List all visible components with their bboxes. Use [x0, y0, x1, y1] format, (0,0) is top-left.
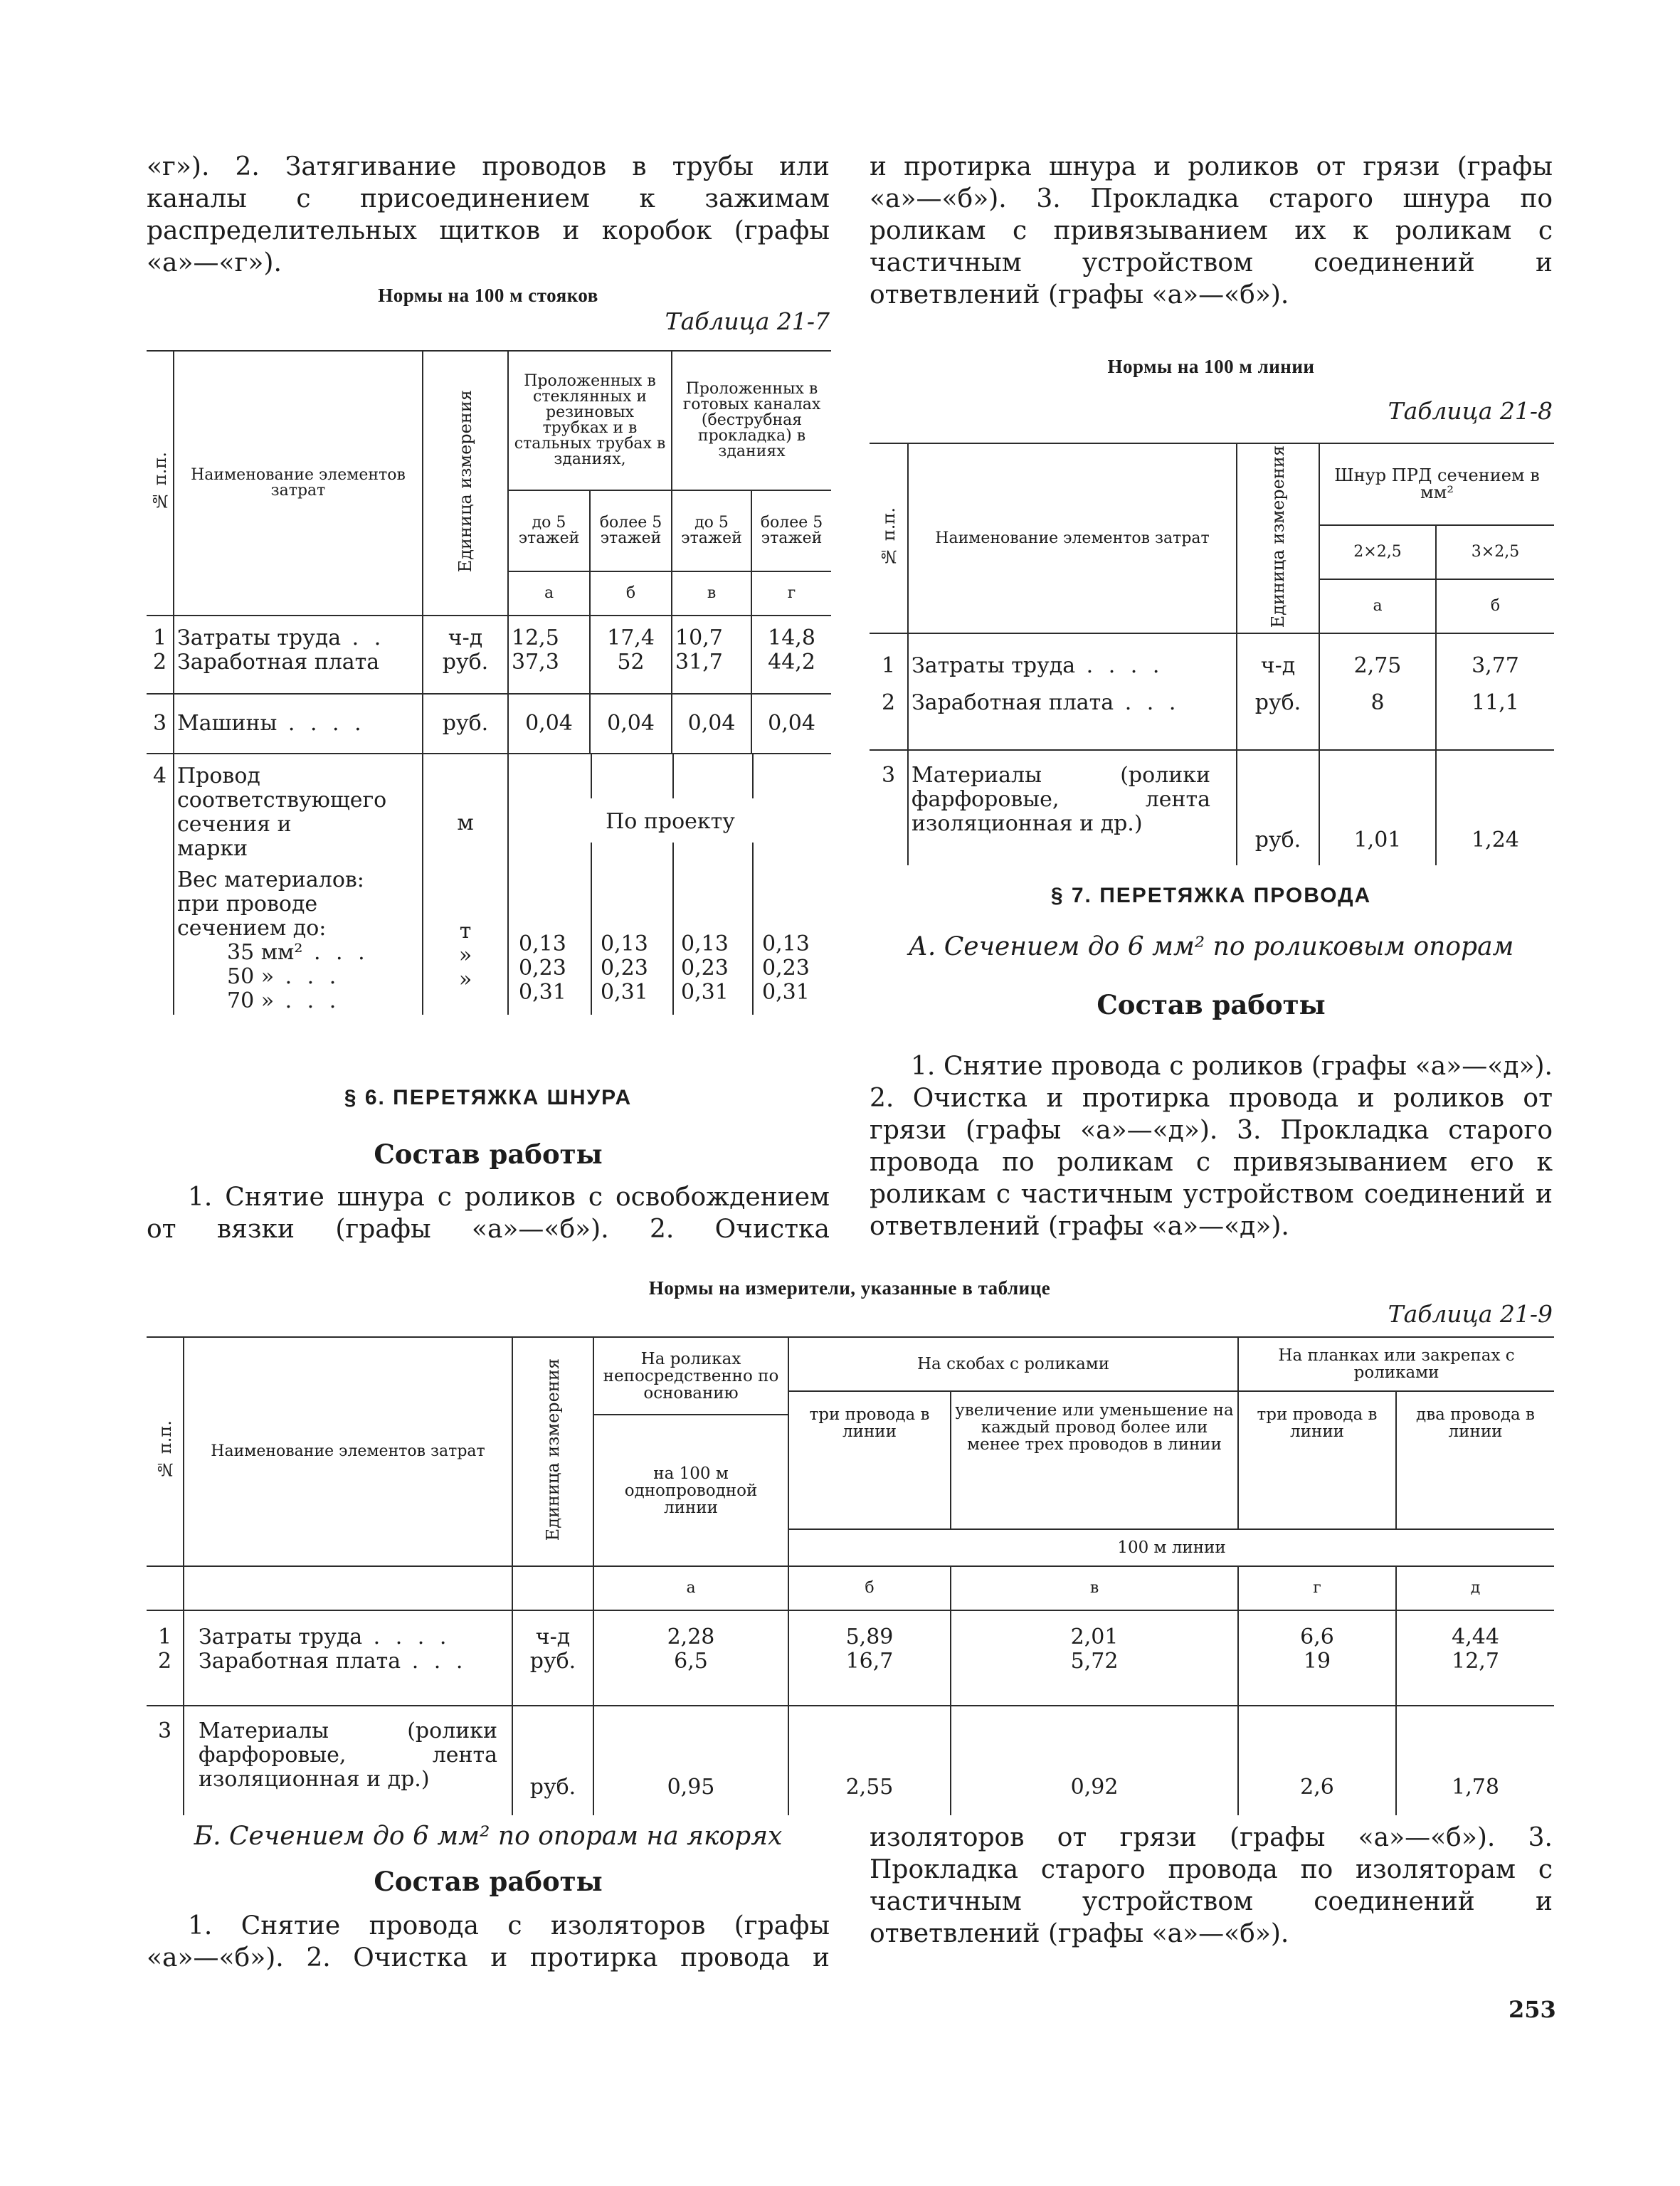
t7-w2-v: 0,23 — [681, 956, 729, 981]
t7-r3-a: 0,04 — [508, 694, 590, 754]
t9-r1-d: 4,44 — [1452, 1625, 1499, 1649]
t7-head-name: Наименование элементов затрат — [174, 351, 423, 616]
t7-w3-a: 0,31 — [519, 980, 566, 1005]
t7-r3-g: 0,04 — [751, 694, 831, 754]
t9-r3-v: 0,92 — [951, 1706, 1238, 1815]
intro-paragraph: «г»). 2. Затягивание проводов в трубы или каналы с присоединением к зажимам распределительных щитков и коробок (графы «а»—«г»). — [147, 152, 830, 278]
section-7-sub-a: А. Сечением до 6 мм² по роликовым опорам — [908, 932, 1514, 961]
t9-r3-g: 2,6 — [1238, 1706, 1396, 1815]
t7-w1-g: 0,13 — [762, 931, 810, 956]
t7-w3-g: 0,31 — [762, 980, 810, 1005]
t9-head-g1-meter: на 100 м однопроводной линии — [593, 1415, 788, 1566]
t7-w-sec1: 35 мм² — [227, 940, 303, 965]
t7-r2-a: 37,3 — [512, 650, 559, 675]
t7-w-unit3: » — [458, 967, 472, 992]
t7-row-4: 4 Провод соответствующего сечения и марки Вес материалов: при проводе сечением до: 35 мм² . . . 50 » . . . 70 » . . . м т » » По проекту 0,13 0,23 0,31 0,13 0,23 0,31 0,13 0,23 0,31 0,13 0,23 0,31 — [147, 754, 831, 1015]
t8-unit3: руб. — [1237, 750, 1319, 865]
t7-name2: Заработная плата — [177, 650, 380, 675]
t7-r2-v: 31,7 — [675, 650, 723, 675]
sub-b-text-left: 1. Снятие провода с изоляторов (графы «а»—«б»). 2. Очистка и протирка провода и — [147, 1911, 830, 1973]
t7-name4: Провод соответствующего сечения и марки — [177, 764, 387, 861]
t7-w-col-b — [601, 932, 672, 1005]
t7-w2-a: 0,23 — [519, 956, 566, 981]
t7-head-num: № п.п. — [149, 452, 170, 511]
t9-name1: Затраты труда — [199, 1625, 363, 1649]
t7-name3: Машины — [177, 711, 278, 736]
t8-rows-1-2: 1 2 Затраты труда . . . . Заработная плата . . . ч-д руб. 2,75 8 3,77 11,1 — [870, 633, 1554, 750]
t9-head-g2-b: увеличение или уменьшение на каждый провод более или менее трех проводов в линии — [951, 1391, 1238, 1529]
t7-r1-b: 17,4 — [607, 625, 655, 650]
t8-n2: 2 — [881, 690, 896, 716]
t7-r1-g: 14,8 — [768, 625, 815, 650]
t9-letter-g: г — [1238, 1566, 1396, 1610]
table-21-7-number: Таблица 21-7 — [665, 307, 830, 335]
t7-w1-a: 0,13 — [519, 931, 566, 956]
t8-r2-b: 11,1 — [1472, 690, 1519, 716]
t9-letter-a: а — [593, 1566, 788, 1610]
t7-n1: 1 — [152, 625, 167, 650]
t8-head-name: Наименование элементов затрат — [908, 443, 1237, 633]
t7-n3: 3 — [147, 694, 174, 754]
t9-head-g2: На скобах с роликами — [788, 1337, 1238, 1391]
t8-n3: 3 — [870, 750, 908, 865]
t9-letter-v: в — [951, 1566, 1238, 1610]
table-21-9 — [147, 1336, 1554, 1815]
section-6-title: § 6. ПЕРЕТЯЖКА ШНУРА — [344, 1086, 633, 1109]
t9-head-num: № п.п. — [154, 1420, 175, 1479]
t7-w-col-v — [681, 932, 752, 1005]
t8-name3: Материалы (ролики фарфоровые, лента изоляционная и др.) — [912, 763, 1210, 837]
t9-name3: Материалы (ролики фарфоровые, лента изоляционная и др.) — [199, 1718, 497, 1792]
t8-head-group: Шнур ПРД сечением в мм² — [1319, 443, 1554, 525]
t9-r2-g: 19 — [1303, 1649, 1331, 1674]
t7-head-do-a: до 5 этажей — [508, 490, 590, 571]
table-21-8 — [870, 443, 1554, 865]
section-6-sostav: Состав работы — [374, 1139, 603, 1170]
t9-unit1: ч-д — [535, 1625, 571, 1649]
table-21-8-number: Таблица 21-8 — [1388, 397, 1553, 425]
section-7-title: § 7. ПЕРЕТЯЖКА ПРОВОДА — [1050, 884, 1372, 907]
section-6-text: 1. Снятие шнура с роликов с освобождением от вязки (графы «а»—«б»). 2. Очистка — [147, 1183, 830, 1244]
t9-letter-b: б — [788, 1566, 951, 1610]
t7-w2-b: 0,23 — [601, 956, 648, 981]
t9-name2: Заработная плата — [199, 1649, 401, 1674]
t9-head-meter: 100 м линии — [788, 1529, 1554, 1566]
t8-r1-a: 2,75 — [1353, 653, 1402, 679]
t7-head-bolee-g: более 5 этажей — [751, 490, 831, 571]
t7-letter-g: г — [751, 571, 831, 616]
t7-n2: 2 — [152, 650, 167, 675]
t8-row-3 — [870, 750, 1554, 865]
sub-b-text-right: изоляторов от грязи (графы «а»—«б»). 3. Прокладка старого провода по изоляторам с частичным устройством соединений и ответвлений (графы «а»—«б»). — [870, 1823, 1553, 1948]
t7-unit1: ч-д — [448, 625, 483, 650]
sub-b-sostav: Состав работы — [374, 1866, 603, 1897]
t9-head-g2-a: три провода в линии — [788, 1391, 951, 1529]
table-21-9-caption: Нормы на измерители, указанные в таблице — [648, 1277, 1051, 1299]
t8-name1: Затраты труда — [912, 653, 1076, 679]
page-number: 253 — [1509, 1996, 1556, 2023]
table-21-8-caption: Нормы на 100 м линии — [1107, 356, 1315, 377]
t7-w-sec2: 50 » — [227, 964, 275, 989]
t7-w2-g: 0,23 — [762, 956, 810, 981]
t8-letter-b: б — [1436, 579, 1554, 633]
t9-r3-a: 0,95 — [593, 1706, 788, 1815]
t9-head-unit: Единица измерения — [543, 1358, 563, 1541]
t7-w3-v: 0,31 — [681, 980, 729, 1005]
t8-head-sub-a: 2×2,5 — [1319, 525, 1436, 579]
t7-head-unit: Единица измерения — [455, 390, 475, 573]
t9-unit2: руб. — [529, 1649, 576, 1674]
t9-head-g1: На роликах непосредственно по основанию — [593, 1337, 788, 1415]
sub-b-title: Б. Сечением до 6 мм² по опорам на якорях — [194, 1822, 783, 1851]
t7-r3-b: 0,04 — [590, 694, 672, 754]
t7-rows-1-2: 1 2 Затраты труда . . Заработная плата ч-д руб. 12,5 37,3 17,4 52 10,7 31,7 14,8 44,2 — [147, 616, 831, 694]
t7-w-col-a — [519, 932, 590, 1005]
t9-r2-d: 12,7 — [1452, 1649, 1499, 1674]
t9-row-3 — [147, 1706, 1554, 1815]
t7-letter-b: б — [590, 571, 672, 616]
t7-head-group1: Проложенных в стеклянных и резиновых трубках и в стальных трубах в зданиях, — [508, 351, 672, 490]
t9-r1-a: 2,28 — [667, 1625, 715, 1649]
t9-r1-b: 5,89 — [845, 1625, 894, 1649]
t7-w1-v: 0,13 — [681, 931, 729, 956]
t8-head-unit: Единица измерения — [1268, 445, 1288, 628]
t7-name1: Затраты труда — [177, 625, 342, 650]
t9-head-g3-b: два провода в линии — [1396, 1391, 1554, 1529]
t7-w-unit2: » — [458, 943, 472, 968]
t9-n3: 3 — [147, 1706, 184, 1815]
t9-r1-g: 6,6 — [1300, 1625, 1334, 1649]
t9-r2-a: 6,5 — [674, 1649, 708, 1674]
table-21-9-number: Таблица 21-9 — [1388, 1300, 1553, 1328]
t7-row-3: 3 Машины . . . . руб. 0,04 0,04 0,04 0,04 — [147, 694, 831, 754]
t9-head-g3: На планках или закрепах с роликами — [1238, 1337, 1554, 1391]
t9-letter-d: д — [1396, 1566, 1554, 1610]
t7-letter-v: в — [672, 571, 751, 616]
t7-w3-b: 0,31 — [601, 980, 648, 1005]
t8-letter-a: а — [1319, 579, 1436, 633]
t8-head-sub-b: 3×2,5 — [1436, 525, 1554, 579]
t8-r3-a: 1,01 — [1319, 750, 1436, 865]
t7-unit3: руб. — [423, 694, 508, 754]
t7-r3-v: 0,04 — [672, 694, 751, 754]
t8-unit2: руб. — [1254, 690, 1301, 716]
t7-r2-g: 44,2 — [768, 650, 815, 675]
t9-r3-d: 1,78 — [1396, 1706, 1554, 1815]
t9-r3-b: 2,55 — [788, 1706, 951, 1815]
t7-weight-label: Вес материалов: при проводе сечением до: — [177, 867, 364, 941]
t7-w-sec3: 70 » — [227, 988, 275, 1013]
left-column — [147, 151, 830, 279]
t7-n4: 4 — [147, 754, 174, 1015]
t7-r1-v: 10,7 — [675, 625, 723, 650]
right-cont-paragraph: и протирка шнура и роликов от грязи (графы «а»—«б»). 3. Прокладка старого шнура по роликам с привязыванием их к роликам с частичным устройством соединений и ответвлений (графы «а»—«б»). — [870, 152, 1553, 310]
t9-r2-v: 5,72 — [1070, 1649, 1119, 1674]
t8-r3-b: 1,24 — [1436, 750, 1554, 865]
t8-head-num: № п.п. — [878, 507, 899, 566]
t7-head-bolee-b: более 5 этажей — [590, 490, 672, 571]
t7-r2-b: 52 — [617, 650, 645, 675]
t7-head-group2: Проложенных в готовых каналах (беструбная прокладка) в зданиях — [672, 351, 831, 490]
t9-rows-1-2: 1 2 Затраты труда . . . . Заработная плата . . . ч-д руб. 2,28 6,5 5,89 16,7 2,01 5,72 6,6 19 4,44 12,7 — [147, 1610, 1554, 1706]
t9-n1: 1 — [157, 1625, 172, 1649]
t8-n1: 1 — [881, 653, 896, 679]
t9-r1-v: 2,01 — [1070, 1625, 1119, 1649]
table-21-7-caption: Нормы на 100 м стояков — [378, 285, 598, 306]
section-7-text: 1. Снятие провода с роликов (графы «а»—«д»). 2. Очистка и протирка провода и роликов от грязи (графы «а»—«д»). 3. Прокладка старого провода по роликам с привязыванием его к роликам с частичным устройством соединений и ответвлений (графы «а»—«д»). — [870, 1052, 1553, 1241]
t7-head-do-v: до 5 этажей — [672, 490, 751, 571]
table-21-7 — [147, 350, 831, 1015]
t9-head-g3-a: три провода в линии — [1238, 1391, 1396, 1529]
t7-w-col-g — [762, 932, 833, 1005]
t7-letter-a: а — [508, 571, 590, 616]
t9-n2: 2 — [157, 1649, 172, 1674]
t7-w1-b: 0,13 — [601, 931, 648, 956]
t7-w-unit1: т — [459, 919, 472, 944]
t8-r2-a: 8 — [1370, 690, 1385, 716]
t8-r1-b: 3,77 — [1472, 653, 1519, 679]
t8-name2: Заработная плата — [912, 690, 1114, 716]
right-column — [870, 151, 1553, 311]
t7-unit4: м — [457, 810, 474, 835]
section-7-sostav: Состав работы — [1097, 989, 1326, 1020]
t7-r1-a: 12,5 — [512, 625, 559, 650]
t7-unit2: руб. — [442, 650, 489, 675]
t7-po-proektu: По проекту — [509, 810, 832, 834]
t9-head-name: Наименование элементов затрат — [184, 1337, 512, 1566]
t9-r2-b: 16,7 — [845, 1649, 894, 1674]
t8-unit1: ч-д — [1260, 653, 1296, 679]
t9-unit3: руб. — [512, 1706, 593, 1815]
